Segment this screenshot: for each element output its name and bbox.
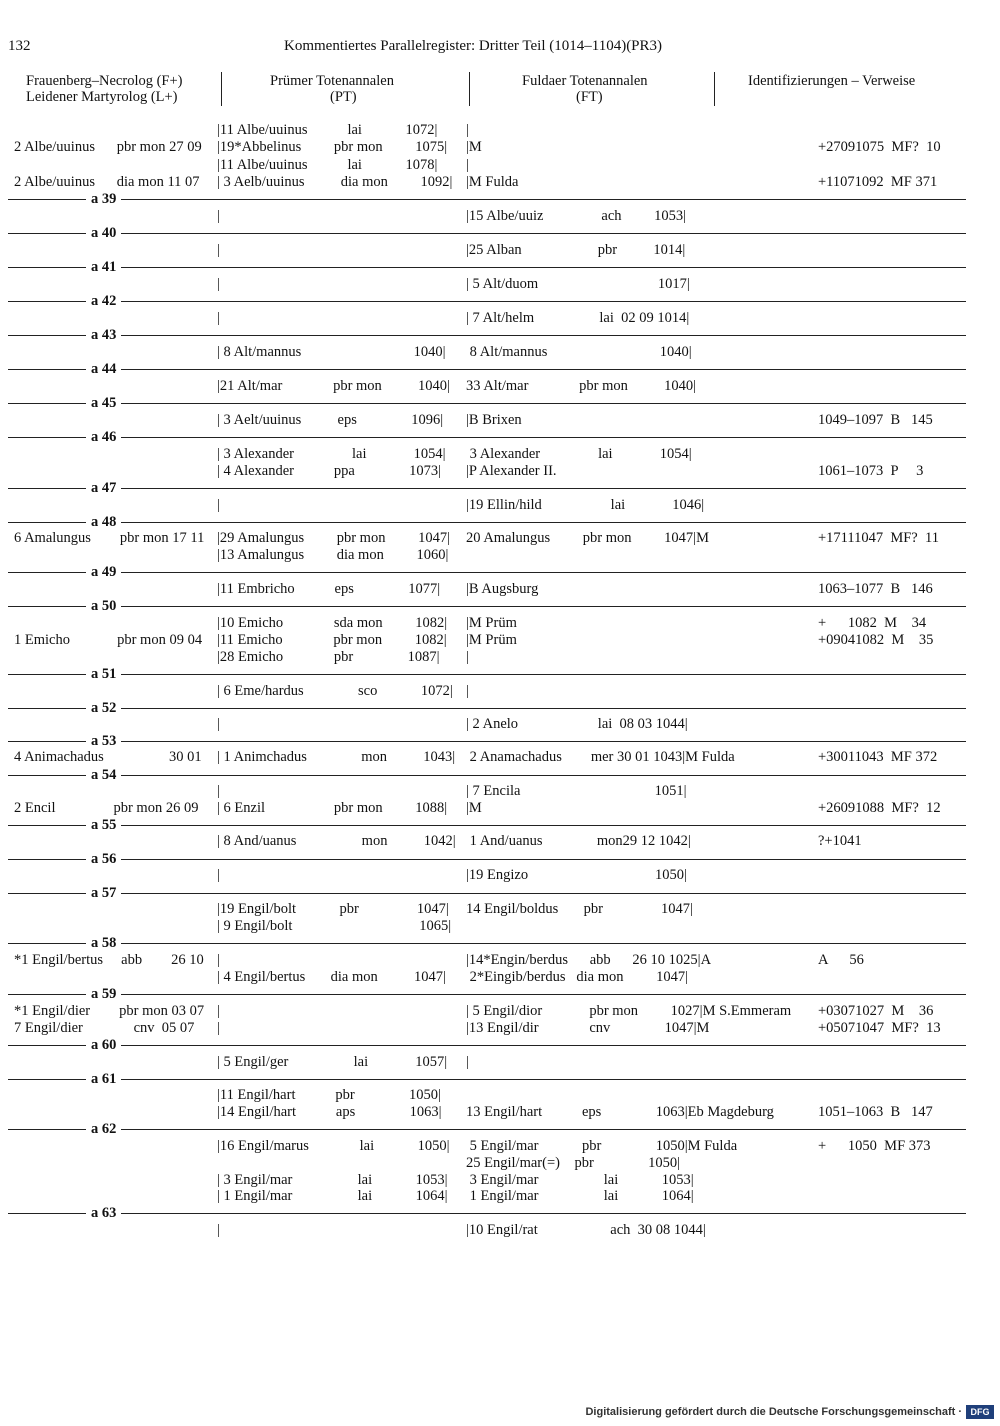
pt-entry: |	[217, 242, 220, 258]
ft-entry: 1 Engil/mar lai 1064|	[466, 1188, 694, 1204]
pt-entry: |13 Amalungus dia mon 1060|	[217, 547, 449, 563]
ft-entry: |15 Albe/uuiz ach 1053|	[466, 208, 687, 224]
ft-entry: |	[466, 649, 469, 665]
pt-entry: |	[217, 783, 220, 799]
ft-entry: |19 Ellin/hild lai 1046|	[466, 497, 705, 513]
section-label: a 45	[86, 396, 121, 410]
identification: +05071047 MF? 13	[818, 1020, 941, 1036]
pt-entry: | 3 Engil/mar lai 1053|	[217, 1172, 448, 1188]
ft-entry: |B Brixen	[466, 412, 522, 428]
pt-entry: |	[217, 867, 220, 883]
pt-entry: |	[217, 1003, 220, 1019]
ft-entry: | 7 Alt/helm lai 02 09 1014|	[466, 310, 690, 326]
ft-entry: 33 Alt/mar pbr mon 1040|	[466, 378, 697, 394]
frauenberg-entry: 4 Animachadus 30 01	[14, 749, 202, 765]
section-separator	[8, 859, 966, 860]
section-label: a 51	[86, 667, 121, 681]
pt-entry: |11 Emicho pbr mon 1082|	[217, 632, 447, 648]
pt-entry: |	[217, 276, 220, 292]
section-label: a 41	[86, 260, 121, 274]
section-label: a 46	[86, 430, 121, 444]
pt-entry: |11 Embricho eps 1077|	[217, 581, 441, 597]
ft-entry: 2 Anamachadus mer 30 01 1043|M Fulda	[466, 749, 735, 765]
section-label: a 56	[86, 852, 121, 866]
ft-entry: |	[466, 157, 469, 173]
frauenberg-entry: 7 Engil/dier cnv 05 07	[14, 1020, 195, 1036]
pt-entry: | 5 Engil/ger lai 1057|	[217, 1054, 448, 1070]
pt-entry: |	[217, 310, 220, 326]
pt-entry: | 8 And/uanus mon 1042|	[217, 833, 456, 849]
pt-entry: |	[217, 1020, 220, 1036]
section-label: a 39	[86, 192, 121, 206]
identification: +30011043 MF 372	[818, 749, 938, 765]
section-label: a 49	[86, 565, 121, 579]
ft-entry: | 2 Anelo lai 08 03 1044|	[466, 716, 688, 732]
section-label: a 40	[86, 226, 121, 240]
ft-entry: 20 Amalungus pbr mon 1047|M	[466, 530, 709, 546]
identification: A 56	[818, 952, 864, 968]
frauenberg-entry: 2 Albe/uuinus dia mon 11 07	[14, 174, 200, 190]
column-heading-pt: Prümer Totenannalen	[270, 73, 394, 89]
section-separator	[8, 741, 966, 742]
ft-entry: |	[466, 683, 469, 699]
section-separator	[8, 335, 966, 336]
pt-entry: | 3 Alexander lai 1054|	[217, 446, 446, 462]
section-label: a 63	[86, 1206, 121, 1220]
dfg-logo: DFG	[966, 1405, 994, 1419]
pt-entry: | 1 Engil/mar lai 1064|	[217, 1188, 448, 1204]
ft-entry: |10 Engil/rat ach 30 08 1044|	[466, 1222, 706, 1238]
section-separator	[8, 1045, 966, 1046]
pt-entry: | 3 Aelb/uuinus dia mon 1092|	[217, 174, 453, 190]
section-label: a 61	[86, 1072, 121, 1086]
pt-entry: | 1 Animchadus mon 1043|	[217, 749, 456, 765]
section-separator	[8, 943, 966, 944]
ft-entry: |M Prüm	[466, 615, 517, 631]
identification: +03071027 M 36	[818, 1003, 934, 1019]
pt-entry: |21 Alt/mar pbr mon 1040|	[217, 378, 450, 394]
pt-entry: |	[217, 1222, 220, 1238]
ft-entry: 3 Alexander lai 1054|	[466, 446, 692, 462]
section-separator	[8, 522, 966, 523]
section-label: a 47	[86, 481, 121, 495]
section-label: a 52	[86, 701, 121, 715]
ft-entry: |M Prüm	[466, 632, 517, 648]
frauenberg-entry: 6 Amalungus pbr mon 17 11	[14, 530, 205, 546]
section-separator	[8, 267, 966, 268]
section-label: a 55	[86, 818, 121, 832]
ft-entry: 25 Engil/mar(=) pbr 1050|	[466, 1155, 681, 1171]
ft-entry: |13 Engil/dir cnv 1047|M	[466, 1020, 710, 1036]
identification: + 1082 M 34	[818, 615, 927, 631]
pt-entry: |	[217, 497, 220, 513]
frauenberg-entry: *1 Engil/bertus abb 26 10	[14, 952, 204, 968]
heading-divider	[469, 72, 470, 106]
ft-entry: |M Fulda	[466, 174, 519, 190]
section-separator	[8, 403, 966, 404]
ft-entry: 13 Engil/hart eps 1063|Eb Magdeburg	[466, 1104, 774, 1120]
pt-entry: |	[217, 716, 220, 732]
identification: +17111047 MF? 11	[818, 530, 939, 546]
ft-entry: |14*Engin/berdus abb 26 10 1025|A	[466, 952, 712, 968]
pt-entry: |11 Albe/uuinus lai 1072|	[217, 122, 438, 138]
section-label: a 54	[86, 768, 121, 782]
section-separator	[8, 825, 966, 826]
pt-entry: |	[217, 208, 220, 224]
column-heading-ft-abbr: (FT)	[576, 89, 603, 105]
page-title: Kommentiertes Parallelregister: Dritter Teil (1014–1104)(PR3)	[284, 38, 663, 54]
footer-credit: Digitalisierung gefördert durch die Deutsche Forschungsgemeinschaft ·	[585, 1406, 962, 1418]
identification: 1051–1063 B 147	[818, 1104, 933, 1120]
identification: +09041082 M 35	[818, 632, 934, 648]
page-number: 132	[8, 38, 31, 54]
column-heading-ft: Fuldaer Totenannalen	[522, 73, 648, 89]
ft-entry: |M	[466, 139, 482, 155]
identification: 1063–1077 B 146	[818, 581, 933, 597]
pt-entry: |28 Emicho pbr 1087|	[217, 649, 440, 665]
pt-entry: |19 Engil/bolt pbr 1047|	[217, 901, 449, 917]
pt-entry: |11 Albe/uuinus lai 1078|	[217, 157, 438, 173]
pt-entry: |	[217, 952, 220, 968]
section-separator	[8, 708, 966, 709]
frauenberg-entry: 2 Encil pbr mon 26 09	[14, 800, 199, 816]
pt-entry: | 8 Alt/mannus 1040|	[217, 344, 446, 360]
ft-entry: |B Augsburg	[466, 581, 539, 597]
frauenberg-entry: *1 Engil/dier pbr mon 03 07	[14, 1003, 205, 1019]
pt-entry: | 6 Eme/hardus sco 1072|	[217, 683, 453, 699]
heading-divider	[221, 72, 222, 106]
section-separator	[8, 1129, 966, 1130]
ft-entry: 8 Alt/mannus 1040|	[466, 344, 692, 360]
ft-entry: 5 Engil/mar pbr 1050|M Fulda	[466, 1138, 738, 1154]
section-separator	[8, 893, 966, 894]
section-separator	[8, 775, 966, 776]
identification: +26091088 MF? 12	[818, 800, 941, 816]
identification: 1049–1097 B 145	[818, 412, 933, 428]
pt-entry: | 4 Alexander ppa 1073|	[217, 463, 442, 479]
section-separator	[8, 606, 966, 607]
identification: ?+1041	[818, 833, 862, 849]
identification: 1061–1073 P 3	[818, 463, 924, 479]
identification: + 1050 MF 373	[818, 1138, 931, 1154]
section-label: a 58	[86, 936, 121, 950]
identification: +11071092 MF 371	[818, 174, 938, 190]
ft-entry: | 5 Engil/dior pbr mon 1027|M S.Emmeram	[466, 1003, 792, 1019]
ft-entry: |	[466, 1054, 469, 1070]
section-label: a 50	[86, 599, 121, 613]
column-heading-frauenberg: Frauenberg–Necrolog (F+)	[26, 73, 183, 89]
section-label: a 53	[86, 734, 121, 748]
section-label: a 48	[86, 515, 121, 529]
column-heading-pt-abbr: (PT)	[330, 89, 357, 105]
footer	[0, 1400, 1000, 1426]
section-label: a 57	[86, 886, 121, 900]
pt-entry: | 4 Engil/bertus dia mon 1047|	[217, 969, 446, 985]
section-separator	[8, 572, 966, 573]
section-separator	[8, 301, 966, 302]
section-separator	[8, 1213, 966, 1214]
section-label: a 44	[86, 362, 121, 376]
section-separator	[8, 437, 966, 438]
identification: +27091075 MF? 10	[818, 139, 941, 155]
ft-entry: |	[466, 122, 469, 138]
ft-entry: 14 Engil/boldus pbr 1047|	[466, 901, 693, 917]
pt-entry: |11 Engil/hart pbr 1050|	[217, 1087, 441, 1103]
frauenberg-entry: 1 Emicho pbr mon 09 04	[14, 632, 203, 648]
section-separator	[8, 233, 966, 234]
ft-entry: 3 Engil/mar lai 1053|	[466, 1172, 694, 1188]
section-separator	[8, 994, 966, 995]
ft-entry: | 5 Alt/duom 1017|	[466, 276, 690, 292]
ft-entry: |25 Alban pbr 1014|	[466, 242, 686, 258]
column-heading-identifizierungen: Identifizierungen – Verweise	[748, 73, 916, 89]
section-label: a 42	[86, 294, 121, 308]
pt-entry: |29 Amalungus pbr mon 1047|	[217, 530, 450, 546]
pt-entry: | 3 Aelt/uuinus eps 1096|	[217, 412, 444, 428]
ft-entry: |M	[466, 800, 482, 816]
frauenberg-entry: 2 Albe/uuinus pbr mon 27 09	[14, 139, 202, 155]
section-separator	[8, 369, 966, 370]
ft-entry: 2*Eingib/berdus dia mon 1047|	[466, 969, 688, 985]
section-separator	[8, 488, 966, 489]
ft-entry: | 7 Encila 1051|	[466, 783, 687, 799]
heading-divider	[714, 72, 715, 106]
section-separator	[8, 199, 966, 200]
pt-entry: |16 Engil/marus lai 1050|	[217, 1138, 450, 1154]
ft-entry: 1 And/uanus mon29 12 1042|	[466, 833, 691, 849]
section-separator	[8, 1079, 966, 1080]
column-heading-leidener: Leidener Martyrolog (L+)	[26, 89, 178, 105]
pt-entry: |10 Emicho sda mon 1082|	[217, 615, 448, 631]
ft-entry: |P Alexander II.	[466, 463, 557, 479]
pt-entry: |14 Engil/hart aps 1063|	[217, 1104, 442, 1120]
section-label: a 43	[86, 328, 121, 342]
ft-entry: |19 Engizo 1050|	[466, 867, 687, 883]
section-label: a 60	[86, 1038, 121, 1052]
pt-entry: | 6 Enzil pbr mon 1088|	[217, 800, 448, 816]
section-separator	[8, 674, 966, 675]
pt-entry: | 9 Engil/bolt 1065|	[217, 918, 452, 934]
section-label: a 59	[86, 987, 121, 1001]
section-label: a 62	[86, 1122, 121, 1136]
pt-entry: |19*Abbelinus pbr mon 1075|	[217, 139, 448, 155]
